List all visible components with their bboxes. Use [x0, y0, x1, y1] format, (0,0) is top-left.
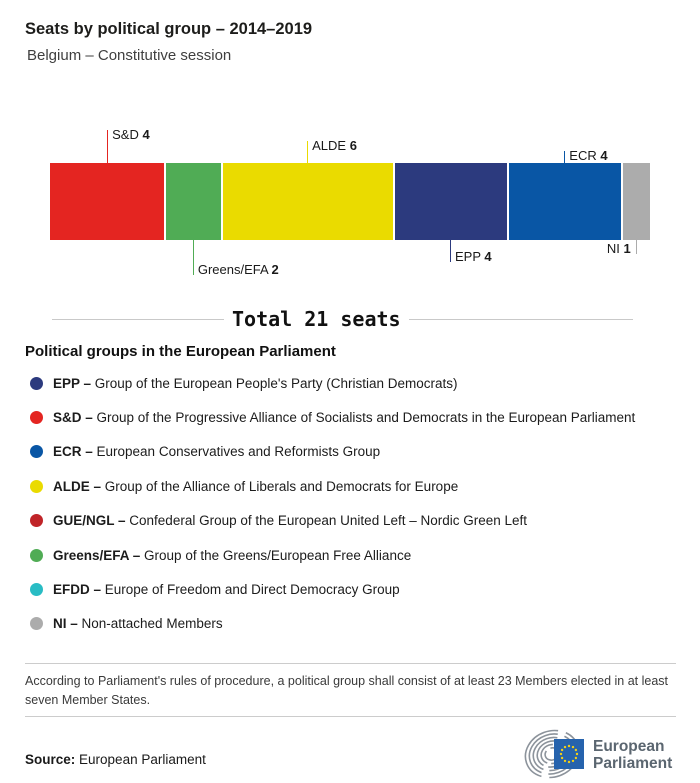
bar-segment-alde: [221, 163, 392, 240]
legend-label-greens-efa: Greens/EFA – Group of the Greens/European Free Alliance: [53, 547, 412, 563]
total-seats-label: Total 21 seats: [232, 307, 401, 331]
seat-label-s-d: S&D 4: [112, 127, 150, 142]
logo-text-line2: Parliament: [593, 755, 673, 772]
legend-heading: Political groups in the European Parliament: [25, 343, 336, 360]
legend-dot-ni: [30, 617, 43, 630]
legend-row-efdd: [30, 572, 680, 606]
eu-flag-icon: [554, 739, 584, 769]
callout-line-s-d: [107, 130, 108, 163]
page-title: Seats by political group – 2014–2019: [25, 20, 313, 38]
seat-label-ecr: ECR 4: [569, 148, 608, 163]
bar-segment-s-d: [50, 163, 164, 240]
stacked-bar: [50, 163, 650, 240]
callout-line-ecr: [564, 151, 565, 163]
legend-row-epp: [30, 366, 680, 400]
legend-label-ni: NI – Non-attached Members: [53, 616, 223, 632]
legend-dot-alde: [30, 480, 43, 493]
footnote-divider-top: [25, 663, 676, 664]
legend-row-ni: [30, 607, 680, 641]
callout-line-epp: [450, 240, 451, 262]
european-parliament-logo: [524, 727, 679, 779]
legend-label-epp: EPP – Group of the European People's Party (Christian Democrats): [53, 375, 458, 391]
bar-segment-greens-efa: [164, 163, 221, 240]
divider-line-left: [52, 319, 224, 320]
legend-dot-gue-ngl: [30, 514, 43, 527]
divider-line-right: [409, 319, 633, 320]
seat-label-greens-efa: Greens/EFA 2: [197, 262, 279, 277]
footnote-text: According to Parliament's rules of procedure, a political group shall consist of at least 23 Members elected in at least seven Member States.: [25, 674, 668, 707]
seats-bar-chart: [0, 120, 700, 285]
legend-row-ecr: [30, 435, 680, 469]
seat-label-ni: NI 1: [606, 241, 631, 256]
source-value: European Parliament: [79, 752, 206, 767]
bar-segment-ni: [621, 163, 650, 240]
callout-line-greens-efa: [193, 240, 194, 275]
legend-row-alde: [30, 469, 680, 503]
source-line: [25, 752, 206, 767]
legend-row-s-d: [30, 400, 680, 434]
legend-list: [30, 366, 680, 641]
total-seats-row: [52, 309, 633, 329]
legend-label-gue-ngl: GUE/NGL – Confederal Group of the European United Left – Nordic Green Left: [53, 513, 528, 529]
legend-label-efdd: EFDD – Europe of Freedom and Direct Democracy Group: [53, 582, 400, 598]
legend-dot-s-d: [30, 411, 43, 424]
legend-dot-greens-efa: [30, 549, 43, 562]
legend-row-greens-efa: [30, 538, 680, 572]
legend-dot-ecr: [30, 445, 43, 458]
bar-segment-epp: [393, 163, 507, 240]
callout-line-alde: [307, 141, 308, 163]
source-label: Source:: [25, 752, 76, 767]
bar-segment-ecr: [507, 163, 621, 240]
legend-row-gue-ngl: [30, 504, 680, 538]
logo-text-line1: European: [593, 738, 665, 755]
page-subtitle: Belgium – Constitutive session: [27, 47, 232, 64]
callout-line-ni: [636, 240, 637, 254]
legend-label-ecr: ECR – European Conservatives and Reformists Group: [53, 444, 381, 460]
legend-label-s-d: S&D – Group of the Progressive Alliance of Socialists and Democrats in the European Parliament: [53, 410, 636, 426]
legend-dot-epp: [30, 377, 43, 390]
seat-label-alde: ALDE 6: [312, 138, 357, 153]
legend-dot-efdd: [30, 583, 43, 596]
footnote-divider-bottom: [25, 716, 676, 717]
legend-label-alde: ALDE – Group of the Alliance of Liberals and Democrats for Europe: [53, 478, 459, 494]
seat-label-epp: EPP 4: [455, 249, 492, 264]
